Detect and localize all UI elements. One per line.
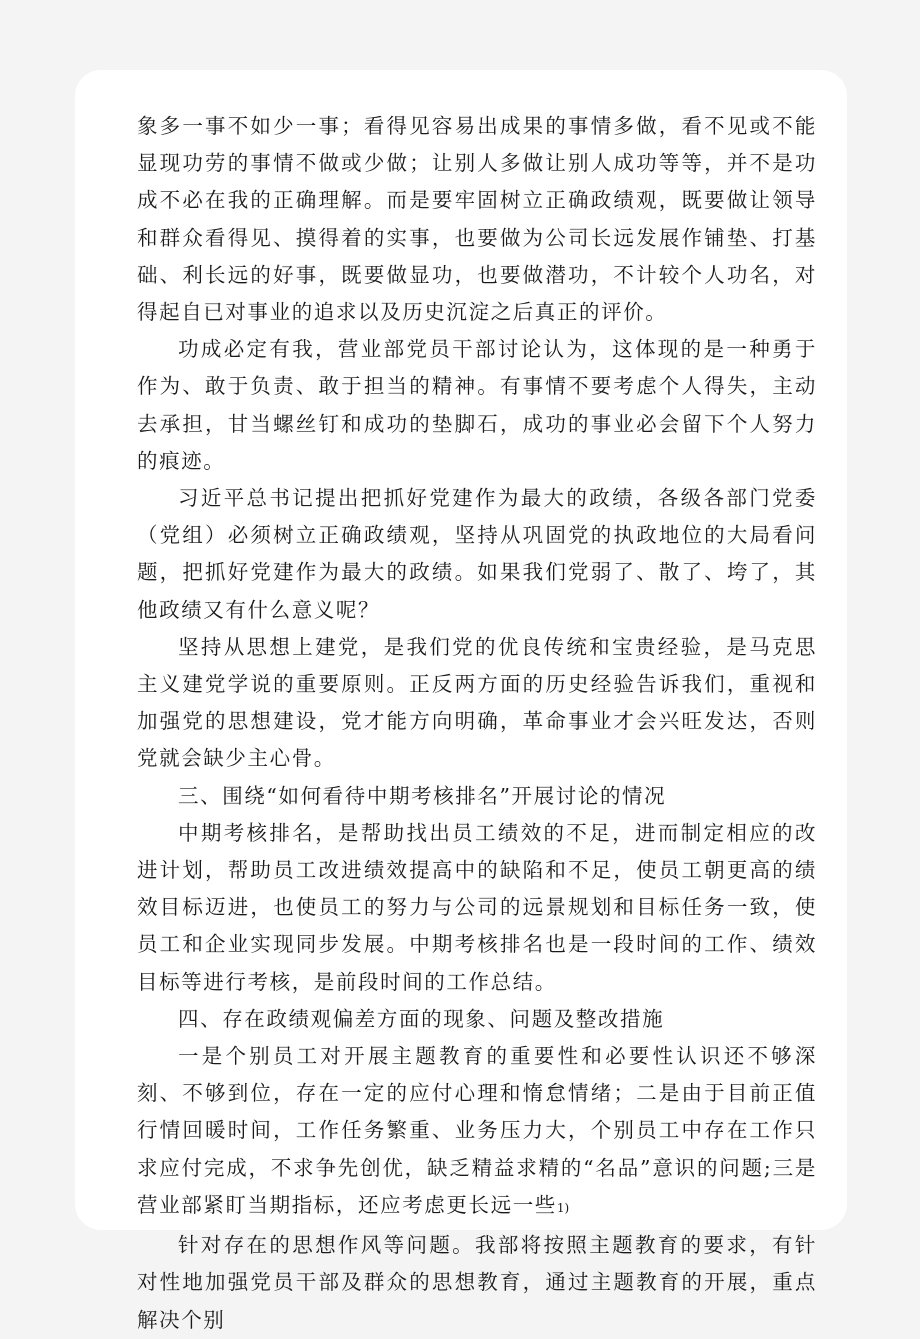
paragraph-7: 针对存在的思想作风等问题。我部将按照主题教育的要求，有针对性地加强党员干部及群众的思想教育，通过主题教育的开展，重点解决个别 (137, 1233, 817, 1332)
paragraph-3: 习近平总书记提出把抓好党建作为最大的政绩，各级各部门党委（党组）必须树立正确政绩观，坚持从巩固党的执政地位的大局看问题，把抓好党建作为最大的政绩。如果我们党弱了、散了、垮了，其他政绩又有什么意义呢？ (137, 486, 817, 622)
paragraph-4: 坚持从思想上建党，是我们党的优良传统和宝贵经验，是马克思主义建党学说的重要原则。正反两方面的历史经验告诉我们，重视和加强党的思想建设，党才能方向明确，革命事业才会兴旺发达，否则党就会缺少主心骨。 (137, 634, 817, 771)
document-page (75, 70, 847, 1332)
document-body (137, 108, 817, 1339)
paragraph-5: 中期考核排名，是帮助找出员工绩效的不足，进而制定相应的改进计划，帮助员工改进绩效提高中的缺陷和不足，使员工朝更高的绩效目标迈进，也使员工的努力与公司的远景规划和目标任务一致，使员工和企业实现同步发展。中期考核排名也是一段时间的工作、绩效目标等进行考核，是前段时间的工作总结。 (137, 820, 817, 994)
paragraph-2: 功成必定有我，营业部党员干部讨论认为，这体现的是一种勇于作为、敢于负责、敢于担当的精神。有事情不要考虑个人得失，主动去承担，甘当螺丝钉和成功的垫脚石，成功的事业必会留下个人努力的痕迹。 (137, 337, 817, 473)
footnote-marker: 1) (556, 1200, 570, 1215)
paragraph-6-text: 一是个别员工对开展主题教育的重要性和必要性认识还不够深刻、不够到位，存在一定的应付心理和惰怠情绪；二是由于目前正值行情回暖时间，工作任务繁重、业务压力大，个别员工中存在工作只求应付完成，不求争先创优，缺乏精益求精的“名品”意识的问题;三是营业部紧盯当期指标，还应考虑更长远一些 (137, 1044, 817, 1217)
section-heading-4: 四、存在政绩观偏差方面的现象、问题及整改措施 (178, 1006, 665, 1031)
paragraph-6 (137, 1038, 817, 1227)
paragraph-1: 象多一事不如少一事；看得见容易出成果的事情多做，看不见或不能显现功劳的事情不做或少做；让别人多做让别人成功等等，并不是功成不必在我的正确理解。而是要牢固树立正确政绩观，既要做让领导和群众看得见、摸得着的实事，也要做为公司长远发展作铺垫、打基础、利长远的好事，既要做显功，也要做潜功，不计较个人功名，对得起自已对事业的追求以及历史沉淀之后真正的评价。 (137, 114, 817, 325)
section-heading-3: 三、围绕“如何看待中期考核排名”开展讨论的情况 (178, 783, 667, 808)
